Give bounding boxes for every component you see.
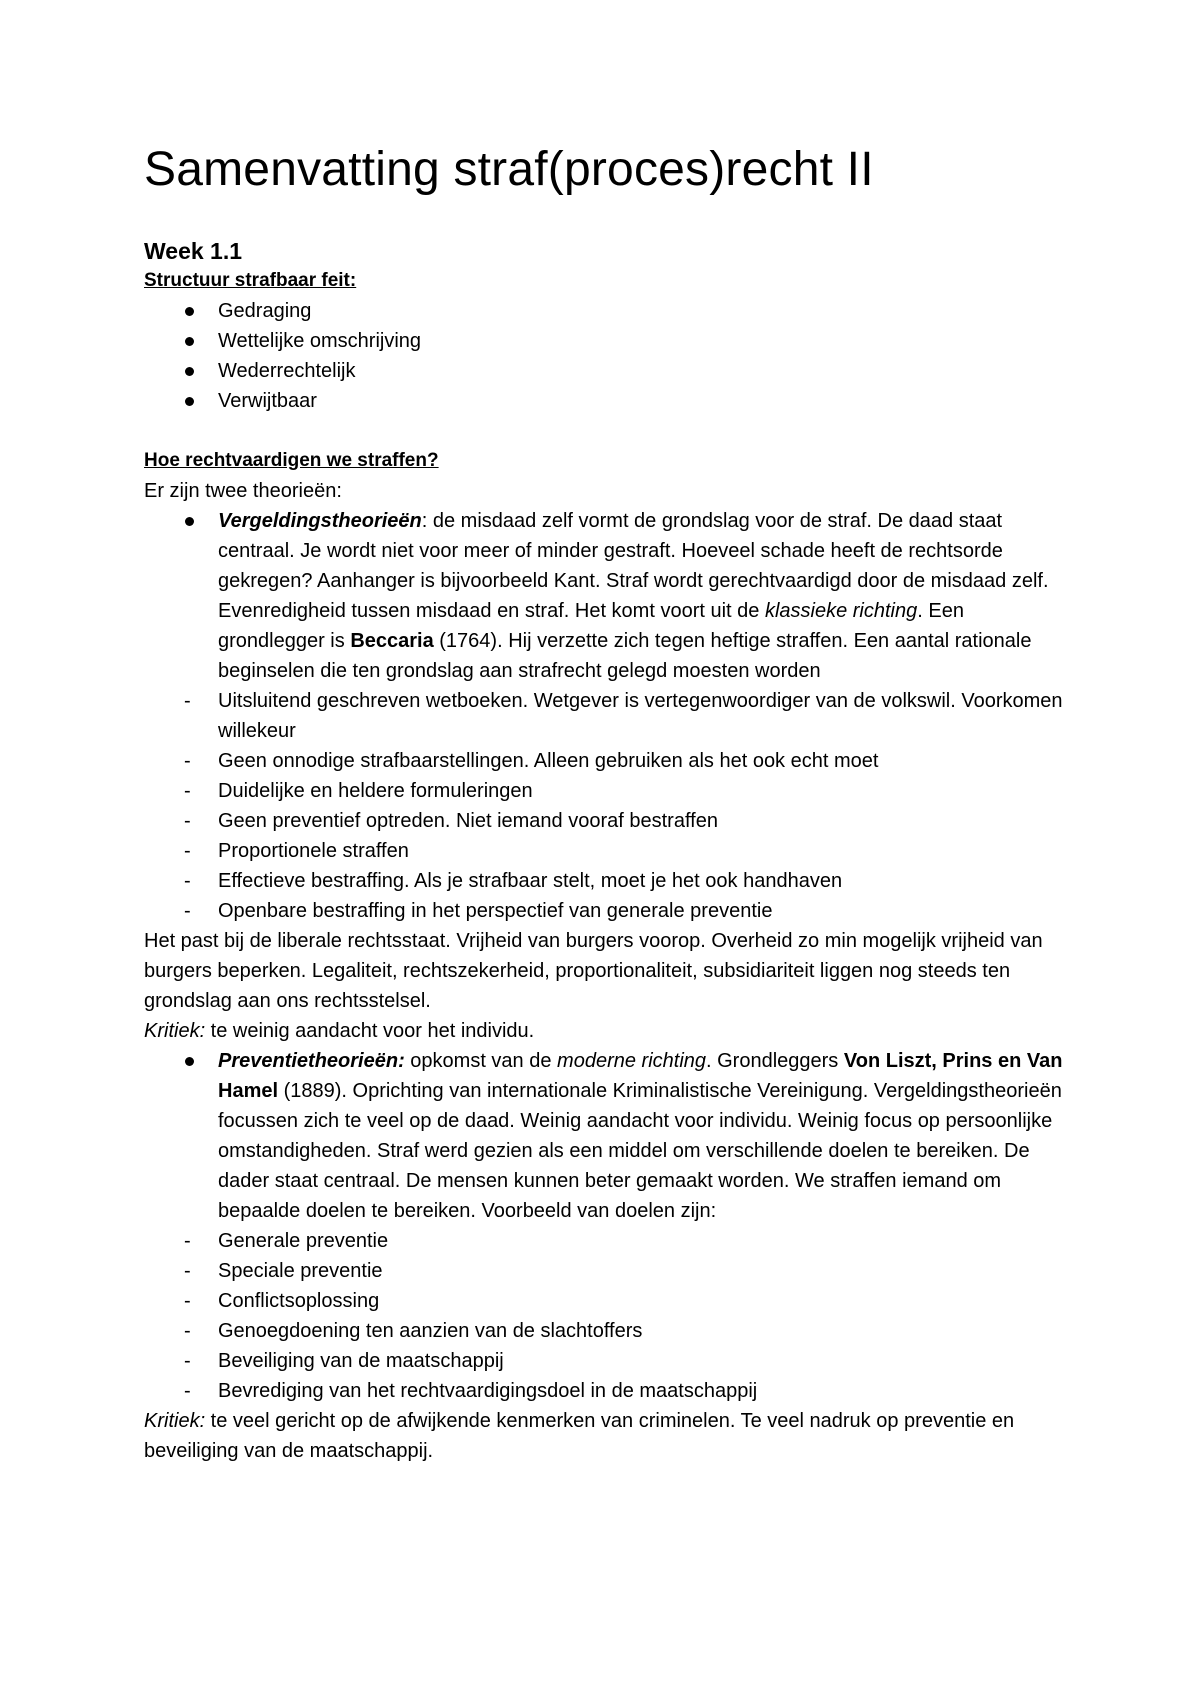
list-item: - Effectieve bestraffing. Als je strafbaar stelt, moet je het ook handhaven <box>144 866 1064 896</box>
bullet-icon <box>185 517 194 526</box>
dash-icon: - <box>184 840 191 862</box>
list-item: Wettelijke omschrijving <box>144 326 1064 356</box>
list-item: Gedraging <box>144 296 1064 326</box>
dash-icon: - <box>184 870 191 892</box>
dash-icon: - <box>184 1260 191 1282</box>
list-item: - Bevrediging van het rechtvaardigingsdoel in de maatschappij <box>144 1376 1064 1406</box>
list-item: - Geen onnodige strafbaarstellingen. Alleen gebruiken als het ook echt moet <box>144 746 1064 776</box>
intro-text: Er zijn twee theorieën: <box>144 480 342 502</box>
dash-icon: - <box>184 780 191 802</box>
list-item: - Proportionele straffen <box>144 836 1064 866</box>
dash-icon: - <box>184 1230 191 1252</box>
vergelding-paragraph: Vergeldingstheorieën: de misdaad zelf vormt de grondslag voor de straf. De daad staat centraal. Je wordt niet voor meer of minder gestraft. Hoeveel schade heeft de rechtsorde gekregen? Aanhanger is bijvoorbeeld Kant. Straf wordt gerechtvaardigd door de misdaad zelf. Evenredigheid tussen misdaad en straf. Het komt voort uit de klassieke richting. Een grondlegger is Beccaria (1764). Hij verzette zich tegen heftige straffen. Een aantal rationale beginselen die ten grondslag aan strafrecht gelegd moesten worden <box>144 506 1064 686</box>
dash-icon: - <box>184 1380 191 1402</box>
kritiek-paragraph: Kritiek: te veel gericht op de afwijkende kenmerken van criminelen. Te veel nadruk op preventie en beveiliging van de maatschappij. <box>144 1410 1015 1462</box>
dash-icon: - <box>184 900 191 922</box>
bullet-icon <box>185 397 194 406</box>
rechtvaardigen-heading: Hoe rechtvaardigen we straffen? <box>144 450 439 471</box>
dash-icon: - <box>184 1350 191 1372</box>
list-item: - Speciale preventie <box>144 1256 1064 1286</box>
liberaal-paragraph: Het past bij de liberale rechtsstaat. Vrijheid van burgers voorop. Overheid zo min mogelijk vrijheid van burgers beperken. Legaliteit, rechtszekerheid, proportionaliteit, subsidiariteit liggen nog steeds ten grondslag aan ons rechtsstelsel. <box>144 930 1043 1012</box>
list-item: - Openbare bestraffing in het perspectief van generale preventie <box>144 896 1064 926</box>
list-item: - Generale preventie <box>144 1226 1064 1256</box>
list-item: Verwijtbaar <box>144 386 1064 416</box>
dash-icon: - <box>184 1320 191 1342</box>
structuur-heading: Structuur strafbaar feit: <box>144 270 357 291</box>
bullet-icon <box>185 367 194 376</box>
list-item: - Geen preventief optreden. Niet iemand vooraf bestraffen <box>144 806 1064 836</box>
preventie-paragraph: Preventietheorieën: opkomst van de moderne richting. Grondleggers Von Liszt, Prins en Van Hamel (1889). Oprichting van internationale Kriminalistische Vereinigung. Vergeldingstheorieën focussen zich te veel op de daad. Weinig aandacht voor individu. Weinig focus op persoonlijke omstandigheden. Straf werd gezien als een middel om verschillende doelen te bereiken. De dader staat centraal. De mensen kunnen beter gemaakt worden. We straffen iemand om bepaalde doelen te bereiken. Voorbeeld van doelen zijn: <box>144 1046 1064 1226</box>
preventie-term: Preventietheorieën: <box>218 1050 405 1072</box>
bullet-icon <box>185 337 194 346</box>
list-item: - Conflictsoplossing <box>144 1286 1064 1316</box>
week-heading: Week 1.1 <box>144 238 243 264</box>
vergelding-term: Vergeldingstheorieën <box>218 510 422 532</box>
dash-icon: - <box>184 750 191 772</box>
kritiek-paragraph: Kritiek: te weinig aandacht voor het individu. <box>144 1020 535 1042</box>
dash-icon: - <box>184 1290 191 1312</box>
document-title: Samenvatting straf(proces)recht II <box>144 143 874 196</box>
list-item: - Genoegdoening ten aanzien van de slachtoffers <box>144 1316 1064 1346</box>
dash-icon: - <box>184 810 191 832</box>
document-body <box>144 236 1064 1466</box>
list-item: - Duidelijke en heldere formuleringen <box>144 776 1064 806</box>
list-item: - Uitsluitend geschreven wetboeken. Wetgever is vertegenwoordiger van de volkswil. Voorkomen willekeur <box>144 686 1064 746</box>
bullet-icon <box>185 1057 194 1066</box>
spacer <box>144 416 1064 446</box>
bullet-icon <box>185 307 194 316</box>
dash-icon: - <box>184 690 191 712</box>
list-item: Wederrechtelijk <box>144 356 1064 386</box>
list-item: - Beveiliging van de maatschappij <box>144 1346 1064 1376</box>
